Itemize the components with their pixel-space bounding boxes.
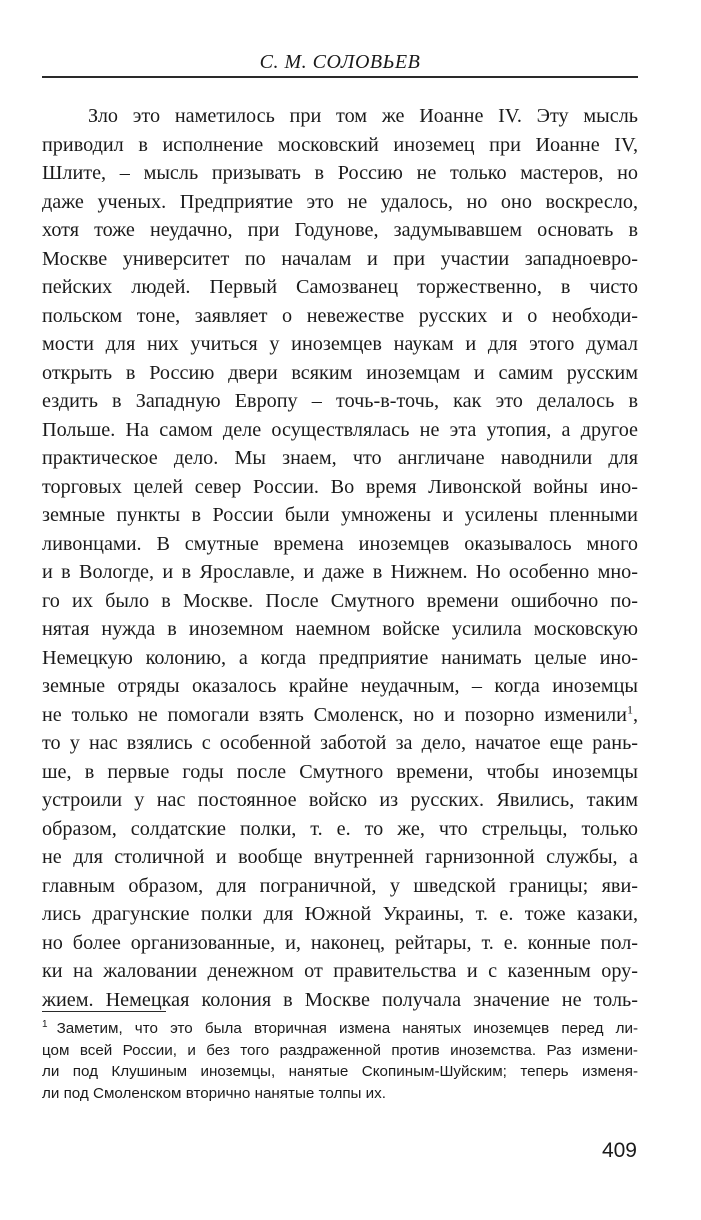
footnote-line: ли под Смоленском вторично нанятые толпы их. <box>42 1084 386 1102</box>
footnote-line <box>42 1018 638 1040</box>
footnote-line: ли под Клушиным иноземцы, нанятые Скопиным-Шуйским; теперь изменя- <box>42 1063 638 1080</box>
footnote-mark: 1 <box>42 1018 48 1030</box>
text-line: образом, солдатские полки, т. е. то же, что стрельцы, только <box>42 817 638 840</box>
text-line: торговых целей север России. Во время Ливонской войны ино- <box>42 475 638 498</box>
text-line: не для столичной и вообще внутренней гарнизонной службы, а <box>42 846 638 868</box>
footnote-line-text: Заметим, что это была вторичная измена нанятых иноземцев перед ли- <box>56 1020 638 1037</box>
text-line: даже ученых. Предприятие это не удалось, но оно воскресло, <box>42 190 638 213</box>
text-line: и в Вологде, и в Ярославле, и даже в Нижнем. Но особенно мно- <box>42 561 638 583</box>
text-line: мости для них учиться у иноземцев наукам и для этого думал <box>42 333 638 355</box>
text-line: земные пункты в России были умножены и усилены пленными <box>42 504 638 526</box>
text-line: главным образом, для пограничной, у шведской границы; яви- <box>42 874 638 897</box>
text-line: польском тоне, заявляет о невежестве русских и о необходи- <box>42 304 638 327</box>
footnote <box>42 1018 638 1104</box>
footnote-rule <box>42 1011 166 1012</box>
text-line: практическое дело. Мы знаем, что англичане наводнили для <box>42 447 638 469</box>
text-line: Немецкую колонию, а когда предприятие нанимать целые ино- <box>42 646 638 669</box>
text-line: устроили у нас постоянное войско из русских. Явились, таким <box>42 789 638 811</box>
text-line: го их было в Москве. После Смутного времени ошибочно по- <box>42 589 638 612</box>
running-header <box>42 50 638 74</box>
text-line: нятая нужда в иноземном наемном войске усилила московскую <box>42 618 638 640</box>
text-line: ездить в Западную Европу – точь-в-точь, как это делалось в <box>42 390 638 412</box>
text-line: приводил в исполнение московский иноземец при Иоанне IV, <box>42 133 638 156</box>
text-line: Зло это наметилось при том же Иоанне IV. Эту мысль <box>88 105 638 127</box>
page-number: 409 <box>601 1139 637 1162</box>
text-line: но более организованные, и, наконец, рейтары, т. е. конные пол- <box>42 931 638 954</box>
text-line-content: не только не помогали взять Смоленск, но и позорно изменили <box>42 703 627 726</box>
text-line: ше, в первые годы после Смутного времени, чтобы иноземцы <box>42 760 638 783</box>
text-line: то у нас взялись с особенной заботой за дело, начатое еще рань- <box>42 732 638 754</box>
text-line: жием. Немецкая колония в Москве получала значение не толь- <box>42 988 638 1011</box>
line-tail-punctuation: , <box>632 703 638 726</box>
text-line: открыть в Россию двери всяким иноземцам и самим русским <box>42 361 638 384</box>
running-title: С. М. СОЛОВЬЕВ <box>259 51 421 73</box>
text-line: ливонцами. В смутные времена иноземцев оказывалось много <box>42 532 638 555</box>
text-line: ки на жаловании денежном от правительства и с казенным ору- <box>42 960 638 982</box>
text-line: земные отряды оказалось крайне неудачным, – когда иноземцы <box>42 675 638 697</box>
text-line: пейских людей. Первый Самозванец торжественно, в чисто <box>42 276 638 298</box>
footnote-line: цом всей России, и без того раздраженной против иноземства. Раз измени- <box>42 1041 638 1059</box>
text-line-with-footnote-ref <box>42 701 638 730</box>
text-line: Шлите, – мысль призывать в Россию не только мастеров, но <box>42 162 638 184</box>
text-line: лись драгунские полки для Южной Украины, т. е. тоже казаки, <box>42 903 638 925</box>
header-rule <box>42 76 638 78</box>
footnote-reference[interactable]: 1 <box>626 701 633 716</box>
main-text <box>42 102 638 1014</box>
text-line: Москве университет по началам и при участии западноевро- <box>42 247 638 270</box>
text-line: хотя тоже неудачно, при Годунове, задумывавшем основать в <box>42 219 638 241</box>
text-line: Польше. На самом деле осуществлялась не эта утопия, а другое <box>42 418 638 441</box>
